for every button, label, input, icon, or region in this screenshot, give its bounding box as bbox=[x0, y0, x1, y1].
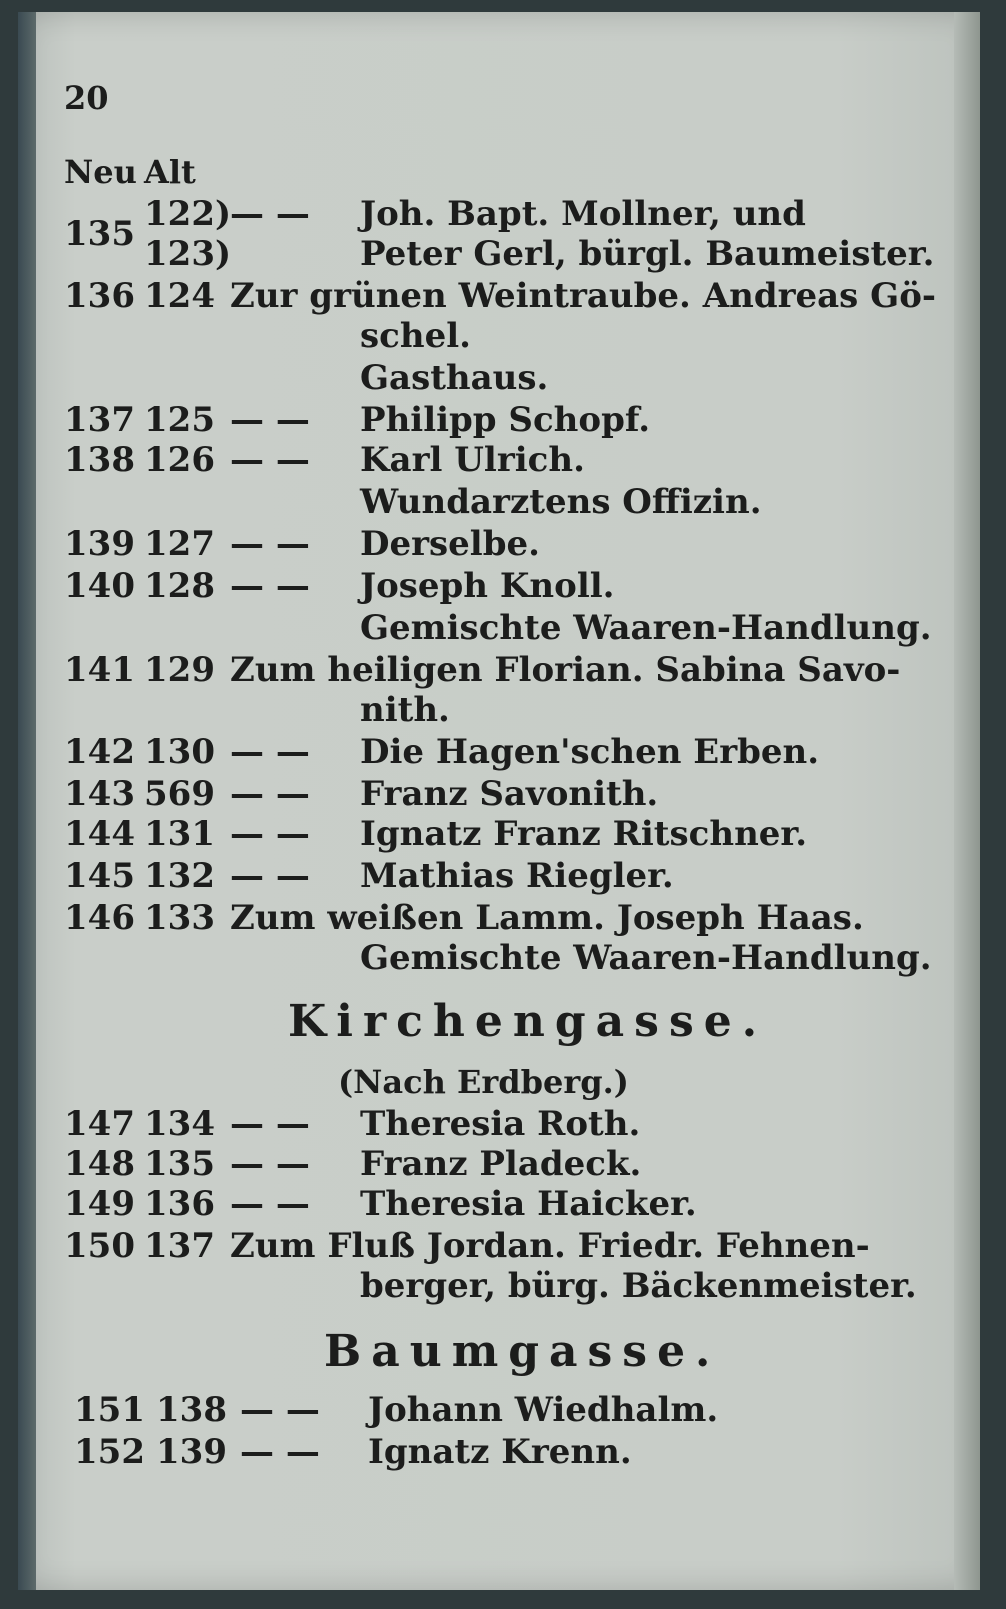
entry-neu: 136 bbox=[64, 276, 135, 316]
entry-alt: 569 bbox=[144, 774, 215, 814]
ditto-dash: — — bbox=[230, 1184, 310, 1224]
entry-text: Franz Pladeck. bbox=[360, 1144, 642, 1184]
entry-text: Joseph Knoll. bbox=[360, 566, 615, 606]
column-header-neu: Neu bbox=[64, 153, 137, 191]
entry-neu: 141 bbox=[64, 650, 135, 690]
entry-text: Die Hagen'schen Erben. bbox=[360, 732, 820, 772]
entry-neu: 148 bbox=[64, 1144, 135, 1184]
entry-neu: 152 bbox=[74, 1432, 145, 1472]
entry-alt: 134 bbox=[144, 1104, 215, 1144]
entry-text: berger, bürg. Bäckenmeister. bbox=[360, 1266, 917, 1306]
ditto-dash: — — bbox=[230, 774, 310, 814]
ditto-dash: — — bbox=[240, 1390, 320, 1430]
entry-alt: 131 bbox=[144, 814, 215, 854]
entry-text: Karl Ulrich. bbox=[360, 440, 585, 480]
ditto-dash: — — bbox=[230, 1144, 310, 1184]
entry-neu: 145 bbox=[64, 856, 135, 896]
entry-alt: 125 bbox=[144, 400, 215, 440]
book-page bbox=[18, 12, 980, 1590]
entry-neu: 137 bbox=[64, 400, 135, 440]
entry-text: Franz Savonith. bbox=[360, 774, 659, 814]
entry-text: Gemischte Waaren-Handlung. bbox=[360, 608, 932, 648]
entry-neu: 146 bbox=[64, 898, 135, 938]
entry-alt: 133 bbox=[144, 898, 215, 938]
entry-alt: 129 bbox=[144, 650, 215, 690]
entry-neu: 140 bbox=[64, 566, 135, 606]
entry-text: Theresia Roth. bbox=[360, 1104, 641, 1144]
entry-alt: 124 bbox=[144, 276, 215, 316]
spine-shadow bbox=[18, 12, 36, 1590]
entry-text: Zum heiligen Florian. Sabina Savo- bbox=[230, 650, 901, 690]
entry-alt: 128 bbox=[144, 566, 215, 606]
entry-alt: 132 bbox=[144, 856, 215, 896]
entry-neu: 135 bbox=[64, 214, 135, 254]
entry-text: Gemischte Waaren-Handlung. bbox=[360, 938, 932, 978]
entry-text: Philipp Schopf. bbox=[360, 400, 651, 440]
entry-alt: 130 bbox=[144, 732, 215, 772]
entry-alt: 137 bbox=[144, 1226, 215, 1266]
entry-text: Peter Gerl, bürgl. Baumeister. bbox=[360, 234, 935, 274]
page-number: 20 bbox=[64, 79, 109, 117]
entry-text: Zum weißen Lamm. Joseph Haas. bbox=[230, 898, 864, 938]
page-edge bbox=[954, 12, 980, 1590]
entry-text: Mathias Riegler. bbox=[360, 856, 674, 896]
entry-text: Ignatz Krenn. bbox=[368, 1432, 632, 1472]
section-subtitle: (Nach Erdberg.) bbox=[338, 1063, 629, 1101]
entry-alt: 135 bbox=[144, 1144, 215, 1184]
entry-neu: 139 bbox=[64, 524, 135, 564]
entry-neu: 151 bbox=[74, 1390, 145, 1430]
section-title-baumgasse: Baumgasse. bbox=[324, 1326, 721, 1377]
entry-neu: 149 bbox=[64, 1184, 135, 1224]
entry-neu: 138 bbox=[64, 440, 135, 480]
ditto-dash: — — bbox=[230, 856, 310, 896]
ditto-dash: — — bbox=[240, 1432, 320, 1472]
column-header-alt: Alt bbox=[144, 153, 196, 191]
entry-neu: 144 bbox=[64, 814, 135, 854]
entry-alt: 136 bbox=[144, 1184, 215, 1224]
entry-text: Ignatz Franz Ritschner. bbox=[360, 814, 808, 854]
entry-text: Wundarztens Offizin. bbox=[360, 482, 762, 522]
entry-text: Gasthaus. bbox=[360, 358, 549, 398]
ditto-dash: — — bbox=[230, 1104, 310, 1144]
entry-text: Johann Wiedhalm. bbox=[368, 1390, 719, 1430]
entry-text: Theresia Haicker. bbox=[360, 1184, 697, 1224]
entry-neu: 142 bbox=[64, 732, 135, 772]
entry-alt: 126 bbox=[144, 440, 215, 480]
ditto-dash: — — bbox=[230, 400, 310, 440]
entry-alt: 138 bbox=[156, 1390, 227, 1430]
entry-neu: 147 bbox=[64, 1104, 135, 1144]
entry-text: nith. bbox=[360, 690, 450, 730]
entry-alt: 122) bbox=[144, 194, 232, 234]
entry-text: schel. bbox=[360, 316, 471, 356]
ditto-dash: — — bbox=[230, 814, 310, 854]
section-title-kirchengasse: Kirchengasse. bbox=[288, 996, 768, 1047]
entry-alt: 123) bbox=[144, 234, 232, 274]
ditto-dash: — — bbox=[230, 440, 310, 480]
entry-alt: 127 bbox=[144, 524, 215, 564]
entry-text: Derselbe. bbox=[360, 524, 540, 564]
entry-alt: 139 bbox=[156, 1432, 227, 1472]
ditto-dash: — — bbox=[230, 566, 310, 606]
ditto-dash: — — bbox=[230, 524, 310, 564]
entry-text: Zur grünen Weintraube. Andreas Gö- bbox=[230, 276, 936, 316]
entry-neu: 150 bbox=[64, 1226, 135, 1266]
entry-text: Zum Fluß Jordan. Friedr. Fehnen- bbox=[230, 1226, 870, 1266]
ditto-dash: — — bbox=[230, 732, 310, 772]
entry-neu: 143 bbox=[64, 774, 135, 814]
ditto-dash: — — bbox=[230, 194, 310, 234]
entry-text: Joh. Bapt. Mollner, und bbox=[360, 194, 806, 234]
